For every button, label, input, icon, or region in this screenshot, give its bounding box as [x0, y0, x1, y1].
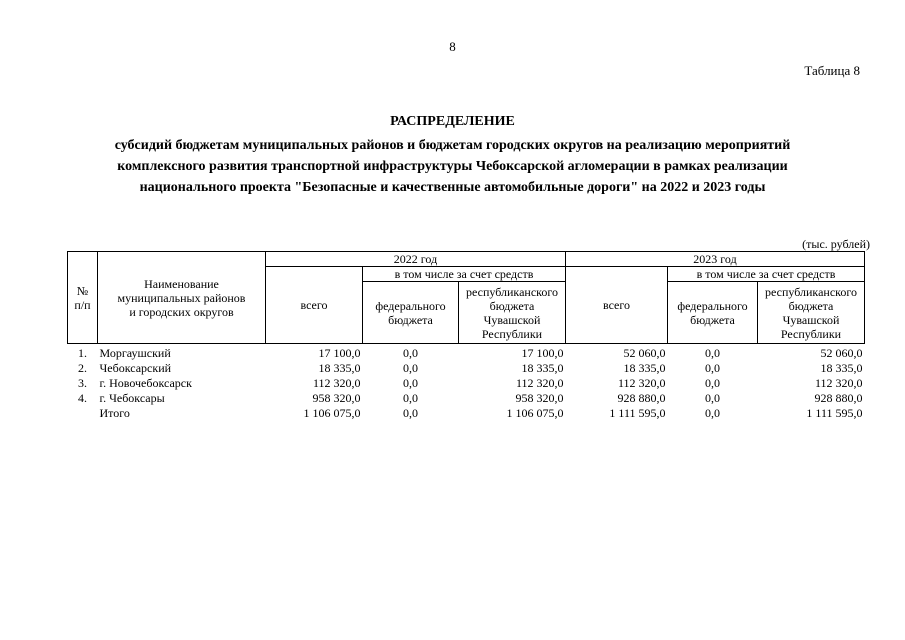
- cell-republic-2022: 112 320,0: [515, 375, 564, 390]
- row-num: 3.: [78, 375, 87, 390]
- cell-federal-2023: 0,0: [705, 390, 720, 405]
- row-name: г. Чебоксары: [99, 390, 165, 405]
- cell-total-2022: 1 106 075,0: [303, 405, 361, 420]
- header-text: республиканского: [466, 284, 558, 299]
- table-row: [68, 375, 865, 390]
- cell-federal-2023: 0,0: [705, 345, 720, 360]
- header-num: [68, 252, 98, 344]
- cell-republic-2023: 928 880,0: [814, 390, 863, 405]
- cell-federal-2023: 0,0: [705, 375, 720, 390]
- cell-federal-2022: 0,0: [403, 375, 418, 390]
- subtitle-line: национального проекта "Безопасные и качественные автомобильные дороги" на 2022 и 2023 годы: [139, 180, 766, 195]
- row-name: Итого: [99, 405, 130, 420]
- header-text: Чувашской: [483, 312, 541, 327]
- header-text: бюджета: [489, 298, 535, 313]
- units-label: (тыс. рублей): [802, 237, 870, 251]
- cell-republic-2023: 52 060,0: [820, 345, 863, 360]
- header-republic-2022: [459, 282, 566, 344]
- header-text: Наименование: [144, 276, 219, 291]
- header-name: [98, 252, 266, 344]
- subtitle-line: субсидий бюджетам муниципальных районов и бюджетам городских округов на реализацию мероприятий: [114, 138, 791, 153]
- row-num: 1.: [78, 345, 87, 360]
- header-text: №: [76, 283, 89, 298]
- row-name: Моргаушский: [99, 345, 171, 360]
- cell-republic-2023: 112 320,0: [814, 375, 863, 390]
- cell-republic-2022: 17 100,0: [521, 345, 564, 360]
- document-title: РАСПРЕДЕЛЕНИЕ: [390, 114, 515, 129]
- header-text: бюджета: [690, 312, 735, 327]
- row-num: [68, 405, 98, 420]
- header-federal-2022: [363, 282, 459, 344]
- row-name: Чебоксарский: [99, 360, 172, 375]
- cell-federal-2022: 0,0: [403, 345, 418, 360]
- cell-federal-2022: 0,0: [403, 360, 418, 375]
- table-label: Таблица 8: [804, 63, 860, 78]
- header-text: федерального: [677, 298, 748, 313]
- header-text: федерального: [375, 298, 446, 313]
- header-text: бюджета: [788, 298, 834, 313]
- header-year-2023: 2023 год: [566, 252, 865, 267]
- header-republic-2023: [758, 282, 865, 344]
- header-total-2022: всего: [266, 267, 363, 344]
- header-text: и городских округов: [129, 304, 234, 319]
- cell-total-2023: 112 320,0: [617, 375, 666, 390]
- table-row: [68, 360, 865, 375]
- table-row: [68, 344, 865, 361]
- table-row: [68, 390, 865, 405]
- header-federal-2023: [668, 282, 758, 344]
- table-row-total: [68, 405, 865, 420]
- cell-federal-2023: 0,0: [705, 360, 720, 375]
- cell-total-2022: 17 100,0: [318, 345, 361, 360]
- header-text: бюджета: [388, 312, 433, 327]
- page-number: 8: [449, 39, 456, 54]
- row-num: 4.: [78, 390, 87, 405]
- header-text: муниципальных районов: [117, 290, 246, 305]
- header-text: Республики: [481, 326, 543, 341]
- cell-total-2022: 18 335,0: [318, 360, 361, 375]
- cell-republic-2023: 18 335,0: [820, 360, 863, 375]
- row-num: 2.: [78, 360, 87, 375]
- document-subtitle: [0, 135, 905, 198]
- header-year-2022: 2022 год: [266, 252, 566, 267]
- header-text: республиканского: [765, 284, 857, 299]
- header-text: Чувашской: [782, 312, 840, 327]
- cell-republic-2022: 958 320,0: [515, 390, 564, 405]
- cell-republic-2023: 1 111 595,0: [806, 405, 863, 420]
- row-name: г. Новочебоксарск: [99, 375, 192, 390]
- title-block: [0, 113, 905, 198]
- header-text: п/п: [74, 297, 91, 312]
- header-incl-2023: в том числе за счет средств: [668, 267, 865, 282]
- subtitle-line: комплексного развития транспортной инфраструктуры Чебоксарской агломерации в рамках реализации: [117, 159, 788, 174]
- cell-federal-2023: 0,0: [705, 405, 720, 420]
- header-incl-2022: в том числе за счет средств: [363, 267, 566, 282]
- header-total-2023: всего: [566, 267, 668, 344]
- cell-republic-2022: 1 106 075,0: [506, 405, 564, 420]
- cell-federal-2022: 0,0: [403, 390, 418, 405]
- cell-total-2022: 958 320,0: [312, 390, 361, 405]
- cell-total-2023: 18 335,0: [623, 360, 666, 375]
- distribution-table: [67, 251, 865, 420]
- cell-total-2022: 112 320,0: [312, 375, 361, 390]
- header-text: Республики: [780, 326, 842, 341]
- cell-total-2023: 52 060,0: [623, 345, 666, 360]
- cell-total-2023: 1 111 595,0: [609, 405, 666, 420]
- cell-total-2023: 928 880,0: [617, 390, 666, 405]
- cell-federal-2022: 0,0: [403, 405, 418, 420]
- cell-republic-2022: 18 335,0: [521, 360, 564, 375]
